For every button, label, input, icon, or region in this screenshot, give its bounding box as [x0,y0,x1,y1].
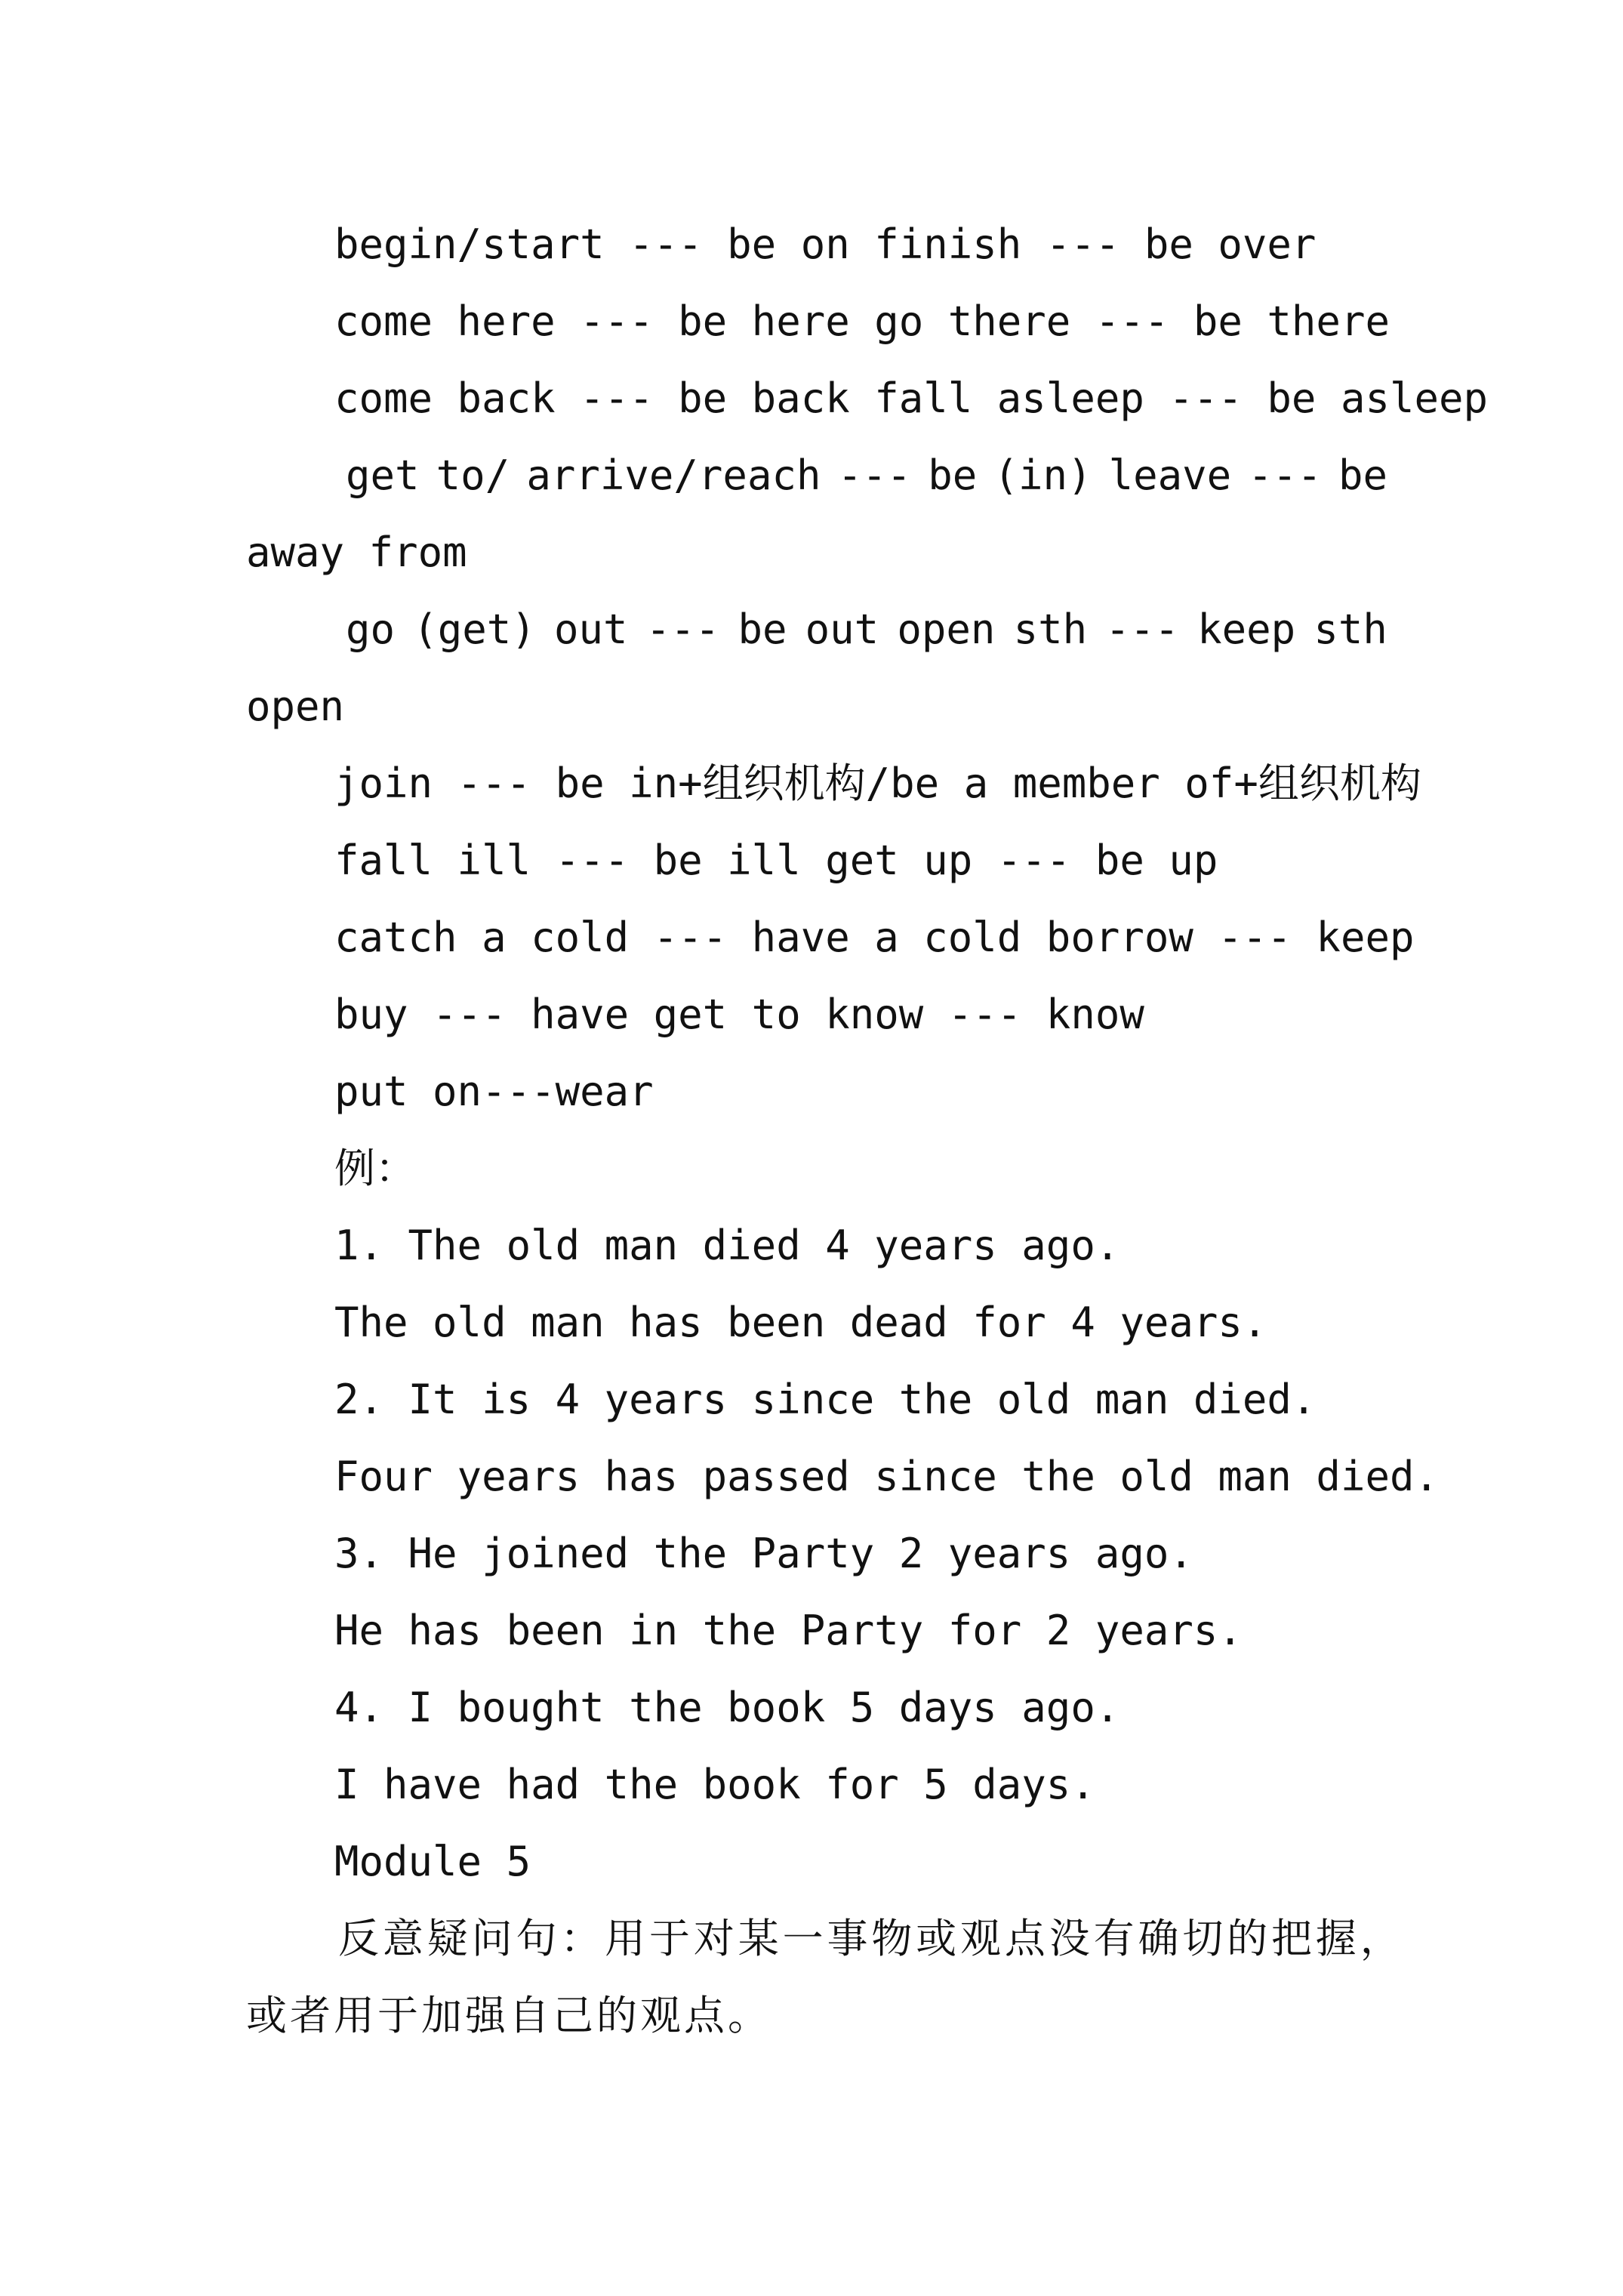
word: to/ [436,451,510,499]
char: 问 [471,1915,513,1962]
example-sentence: The old man has been dead for 4 years. [334,1299,1267,1346]
char: 切 [1182,1915,1224,1962]
word: sth [1313,606,1387,653]
char: 用 [605,1915,646,1962]
word: be [738,606,787,653]
text-line-justified [338,1915,1401,1963]
char: 一 [782,1915,824,1962]
text-line: fall ill --- be ill get up --- be up [334,837,1218,884]
text-line: come here --- be here go there --- be there [334,297,1390,345]
char: 意 [382,1915,423,1962]
char: 没 [1049,1915,1090,1962]
char: 观 [960,1915,1002,1962]
char: 把 [1271,1915,1313,1962]
example-sentence: 1. The old man died 4 years ago. [334,1222,1120,1269]
word: (in) [993,451,1092,499]
word: be [1338,451,1387,499]
char: 点 [1004,1915,1046,1962]
word: --- [1248,451,1322,499]
word: --- [837,451,912,499]
text-line-justified [346,451,1387,500]
char: 握 [1315,1915,1357,1962]
word: open [897,606,996,653]
char: 于 [649,1915,691,1962]
text-line: catch a cold --- have a cold borrow --- keep [334,914,1415,961]
text-line: buy --- have get to know --- know [334,991,1144,1038]
text-line: begin/start --- be on finish --- be over [334,220,1317,268]
word: --- [1105,606,1179,653]
example-sentence: He has been in the Party for 2 years. [334,1607,1243,1654]
char: ， [1360,1915,1401,1962]
word: go [346,606,396,653]
char: 或 [916,1915,957,1962]
example-sentence: 4. I bought the book 5 days ago. [334,1684,1120,1731]
word: be [928,451,978,499]
char: 句 [516,1915,557,1962]
word: (get) [413,606,536,653]
char: 疑 [427,1915,468,1962]
char: 物 [871,1915,913,1962]
example-sentence: 3. He joined the Party 2 years ago. [334,1530,1193,1577]
char: 事 [827,1915,868,1962]
char: 确 [1138,1915,1179,1962]
word: sth [1013,606,1088,653]
char: 某 [738,1915,779,1962]
word: out [553,606,628,653]
text-line: join --- be in+组织机构/be a member of+组织机构 [334,760,1421,807]
word: out [805,606,879,653]
text-line: open [246,683,345,730]
text-line: 或者用于加强自己的观点。 [246,1992,771,2039]
word: leave [1108,451,1232,499]
example-sentence: I have had the book for 5 days. [334,1761,1095,1808]
word: get [346,451,420,499]
module-heading: Module 5 [334,1838,531,1885]
word: keep [1197,606,1296,653]
example-heading: 例： [334,1145,416,1192]
word: --- [645,606,720,653]
char: 的 [1227,1915,1268,1962]
text-line: come back --- be back fall asleep --- be asleep [334,374,1489,422]
char: 有 [1093,1915,1135,1962]
text-line-justified [346,606,1387,654]
char: 反 [338,1915,379,1962]
example-sentence: 2. It is 4 years since the old man died. [334,1376,1317,1423]
text-line: away from [246,529,467,576]
text-line: put on---wear [334,1068,654,1115]
example-sentence: Four years has passed since the old man died. [334,1453,1439,1500]
char: ： [560,1915,602,1962]
char: 对 [693,1915,735,1962]
word: arrive/reach [526,451,821,499]
